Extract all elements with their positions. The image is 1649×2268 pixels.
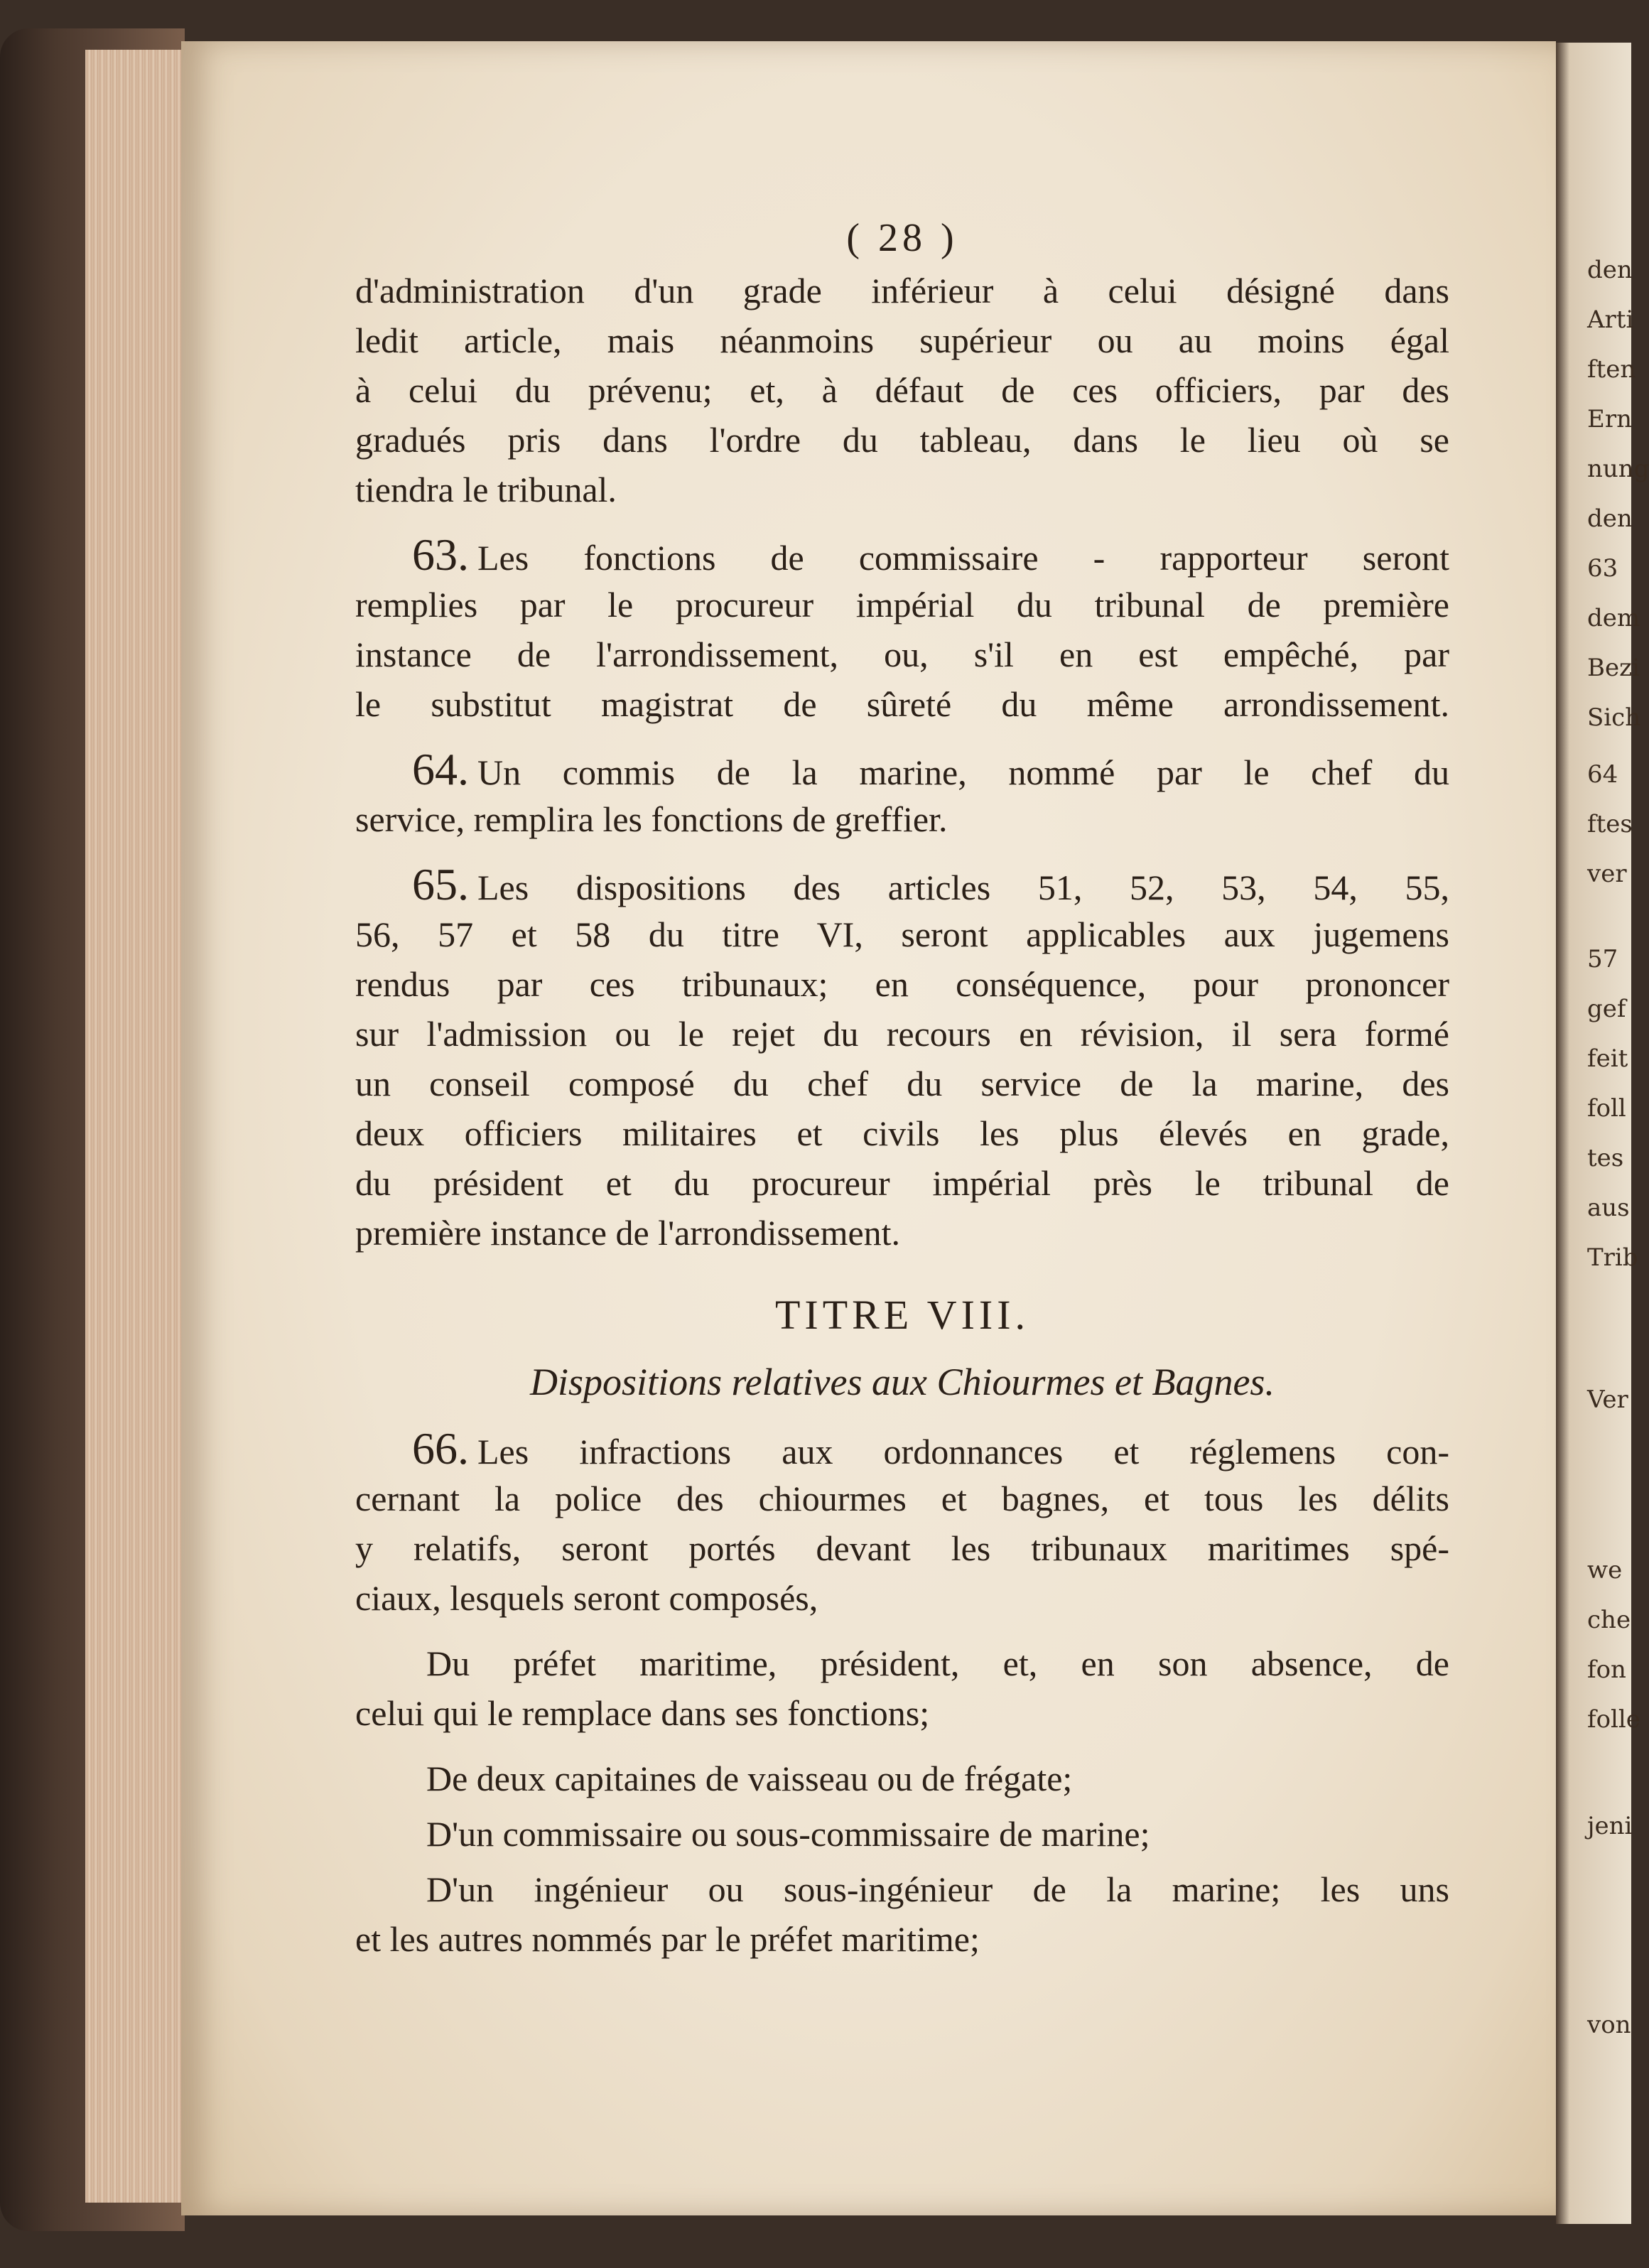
text-line: Les dispositions des articles 51, 52, 53, 54, 55, bbox=[477, 868, 1449, 907]
section-title: TITRE VIII. bbox=[774, 1292, 1030, 1338]
next-page-fragment: ftes bbox=[1587, 810, 1633, 838]
text-line: tiendra le tribunal. bbox=[355, 470, 617, 509]
composition-capitaines bbox=[355, 1754, 1449, 1803]
text-line: ciaux, lesquels seront composés, bbox=[355, 1578, 818, 1618]
composition-prefet bbox=[355, 1638, 1449, 1738]
next-page-fragment: foll bbox=[1587, 1094, 1626, 1123]
text-line: D'un ingénieur ou sous-ingénieur de la marine; les uns bbox=[426, 1869, 1449, 1909]
next-page-fragment: 57 bbox=[1587, 945, 1618, 973]
article-65 bbox=[355, 860, 1449, 1258]
article-63 bbox=[355, 530, 1449, 729]
text-line: à celui du prévenu; et, à défaut de ces officiers, par des bbox=[355, 370, 1449, 410]
paragraph-continuation bbox=[355, 266, 1449, 514]
text-line: remplies par le procureur impérial du tribunal de première bbox=[355, 585, 1449, 625]
text-line: celui qui le remplace dans ses fonctions; bbox=[355, 1693, 930, 1733]
composition-ingenieur bbox=[355, 1864, 1449, 1964]
text-line: 56, 57 et 58 du titre VI, seront applicables aux jugemens bbox=[355, 914, 1449, 954]
text-line: et les autres nommés par le préfet maritime; bbox=[355, 1919, 980, 1959]
article-66 bbox=[355, 1424, 1449, 1623]
text-line: Du préfet maritime, président, et, en son absence, de bbox=[426, 1643, 1449, 1683]
text-line: ledit article, mais néanmoins supérieur ou au moins égal bbox=[355, 320, 1449, 360]
text-line: sur l'admission ou le rejet du recours en révision, il sera formé bbox=[355, 1014, 1449, 1054]
next-page-fragment: ver bbox=[1587, 860, 1627, 888]
next-page-fragment: Arti bbox=[1587, 306, 1634, 334]
next-page-fragment: 64 bbox=[1587, 760, 1618, 789]
article-64 bbox=[355, 745, 1449, 844]
next-page-fragment: ften bbox=[1587, 355, 1636, 384]
next-page-fragment: we bbox=[1587, 1556, 1623, 1584]
page-text bbox=[355, 213, 1449, 1964]
next-page-fragment: Ern bbox=[1587, 405, 1632, 433]
next-page-fragment: folle bbox=[1587, 1705, 1640, 1734]
next-page-fragment: dem bbox=[1587, 604, 1640, 632]
text-line: deux officiers militaires et civils les plus élevés en grade, bbox=[355, 1113, 1449, 1153]
next-page-fragment: von bbox=[1587, 2011, 1631, 2039]
text-line: du président et du procureur impérial près le tribunal de bbox=[355, 1163, 1449, 1203]
next-page-fragment: Sich bbox=[1587, 703, 1641, 732]
next-page-fragment: 63 bbox=[1587, 554, 1618, 583]
next-page-fragment: fon bbox=[1587, 1656, 1626, 1684]
next-page-fragment: aus bbox=[1587, 1194, 1630, 1222]
next-page-fragment: Bezi bbox=[1587, 654, 1640, 682]
next-page-fragment: jeni bbox=[1587, 1812, 1633, 1840]
page-number: ( 28 ) bbox=[846, 216, 958, 260]
text-line: Les fonctions de commissaire - rapporteur seront bbox=[477, 538, 1449, 578]
text-line: De deux capitaines de vaisseau ou de frégate; bbox=[426, 1759, 1073, 1798]
text-line: Les infractions aux ordonnances et réglemens con- bbox=[477, 1432, 1449, 1472]
text-line: gradués pris dans l'ordre du tableau, dans le lieu où se bbox=[355, 420, 1449, 460]
next-page-fragment: tes bbox=[1587, 1144, 1624, 1172]
article-number: 65. bbox=[412, 859, 469, 909]
text-line: Un commis de la marine, nommé par le chef du bbox=[477, 752, 1449, 792]
next-page-fragment: den bbox=[1587, 256, 1633, 284]
text-line: D'un commissaire ou sous-commissaire de marine; bbox=[426, 1814, 1150, 1854]
text-line: première instance de l'arrondissement. bbox=[355, 1213, 901, 1253]
text-line: y relatifs, seront portés devant les tribunaux maritimes spé- bbox=[355, 1528, 1449, 1568]
text-line: rendus par ces tribunaux; en conséquence, pour prononcer bbox=[355, 964, 1449, 1004]
next-page-fragment: den bbox=[1587, 504, 1633, 533]
article-number: 63. bbox=[412, 529, 469, 580]
next-page-fragment: Trib bbox=[1587, 1243, 1638, 1272]
next-page-fragment: Ver bbox=[1587, 1386, 1628, 1414]
text-line: d'administration d'un grade inférieur à celui désigné dans bbox=[355, 271, 1449, 310]
text-line: le substitut magistrat de sûreté du même arrondissement. bbox=[355, 684, 1449, 724]
text-line: instance de l'arrondissement, ou, s'il en est empêché, par bbox=[355, 634, 1449, 674]
article-number: 66. bbox=[412, 1423, 469, 1474]
next-page-fragment: gef bbox=[1587, 995, 1626, 1023]
text-line: un conseil composé du chef du service de la marine, des bbox=[355, 1064, 1449, 1103]
next-page-fragment: nung bbox=[1587, 455, 1649, 483]
next-page-edge bbox=[1556, 43, 1649, 2224]
next-page-fragment: che bbox=[1587, 1606, 1631, 1634]
next-page-fragment: feit bbox=[1587, 1044, 1628, 1073]
text-line: service, remplira les fonctions de greffier. bbox=[355, 799, 948, 839]
article-number: 64. bbox=[412, 744, 469, 794]
text-line: cernant la police des chiourmes et bagnes, et tous les délits bbox=[355, 1479, 1449, 1518]
composition-commissaire bbox=[355, 1809, 1449, 1859]
section-subtitle: Dispositions relatives aux Chiourmes et Bagnes. bbox=[530, 1361, 1275, 1403]
